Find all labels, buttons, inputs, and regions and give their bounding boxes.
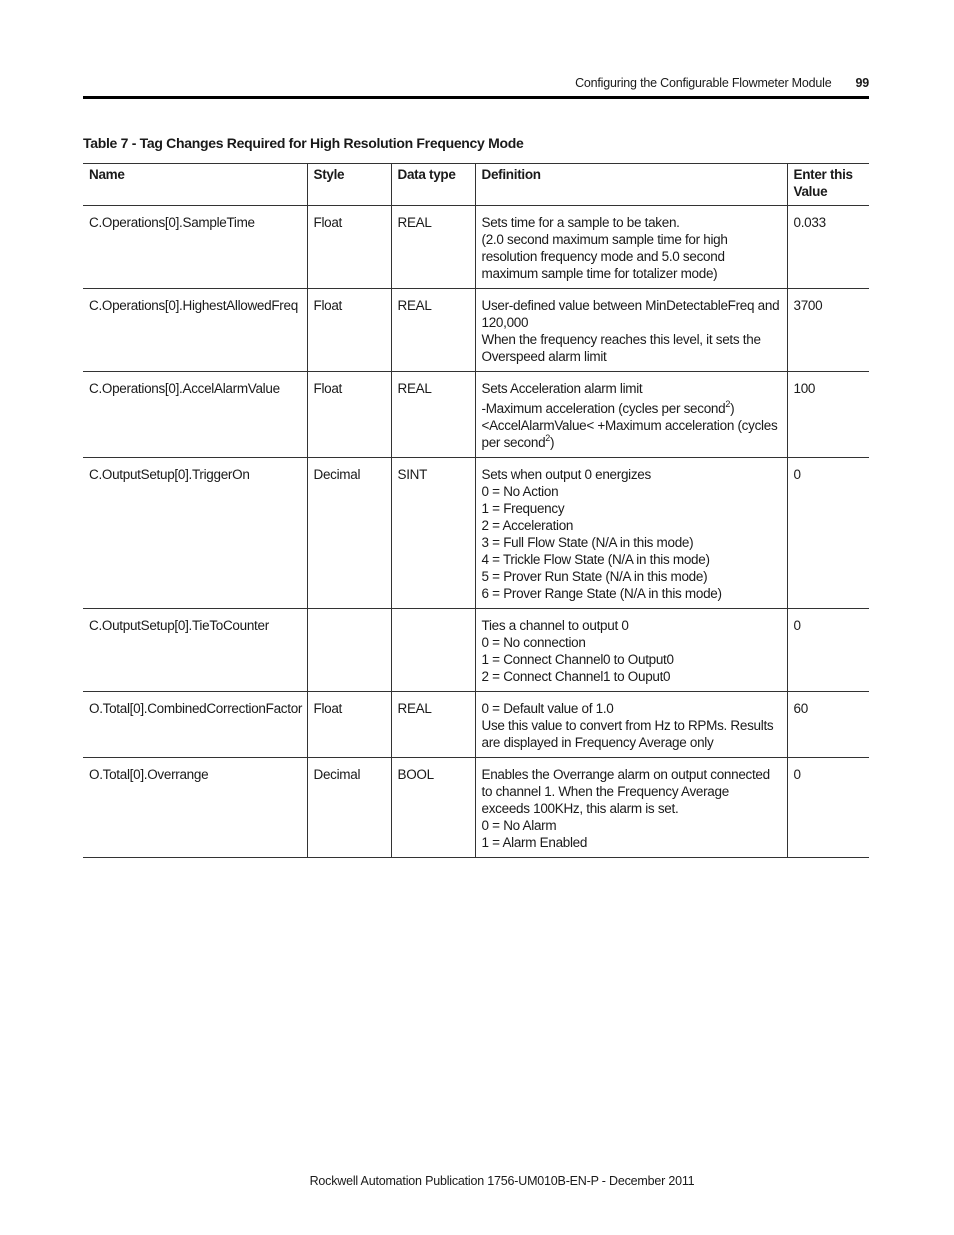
cell-style: Float	[307, 289, 391, 372]
superscript: 2	[545, 433, 551, 443]
definition-line: Ties a channel to output 0	[481, 618, 629, 633]
definition-text: -Maximum acceleration (cycles per second	[481, 401, 726, 416]
definition-line: 6 = Prover Range State (N/A in this mode)	[481, 586, 722, 601]
cell-value: 0	[787, 758, 869, 858]
definition-line: Sets when output 0 energizes	[481, 467, 651, 482]
cell-definition	[475, 206, 787, 289]
definition-line: Sets Acceleration alarm limit	[481, 381, 643, 396]
definition-line: User-defined value between MinDetectableFreq and 120,000	[481, 298, 780, 330]
cell-style: Decimal	[307, 458, 391, 609]
definition-line: 0 = Default value of 1.0	[481, 701, 614, 716]
definition-line: 2 = Acceleration	[481, 518, 574, 533]
cell-data-type	[391, 609, 475, 692]
cell-value: 0	[787, 609, 869, 692]
cell-data-type: REAL	[391, 206, 475, 289]
page-footer	[0, 1174, 954, 1188]
definition-text: )	[550, 435, 555, 450]
cell-definition	[475, 758, 787, 858]
definition-line: 0 = No connection	[481, 635, 586, 650]
cell-data-type: REAL	[391, 372, 475, 458]
cell-name: C.OutputSetup[0].TieToCounter	[83, 609, 307, 692]
cell-definition	[475, 692, 787, 758]
page-header	[83, 73, 869, 93]
cell-value: 0	[787, 458, 869, 609]
definition-line	[482, 400, 781, 451]
table-row	[83, 289, 869, 372]
column-header-value: Enter this Value	[787, 164, 869, 206]
publication-info: Rockwell Automation Publication 1756-UM010B-EN-P - December 2011	[309, 1174, 695, 1188]
definition-line: 0 = No Alarm	[481, 818, 557, 833]
definition-text: ) <AccelAlarmValue< +Maximum acceleration (cycles per second	[481, 401, 778, 450]
column-header-style: Style	[307, 164, 391, 206]
column-header-definition: Definition	[475, 164, 787, 206]
cell-data-type: REAL	[391, 289, 475, 372]
cell-definition	[475, 289, 787, 372]
cell-value: 100	[787, 372, 869, 458]
cell-style	[307, 609, 391, 692]
definition-line: 3 = Full Flow State (N/A in this mode)	[481, 535, 694, 550]
definition-line: 5 = Prover Run State (N/A in this mode)	[481, 569, 708, 584]
cell-value: 60	[787, 692, 869, 758]
cell-name: C.Operations[0].HighestAllowedFreq	[83, 289, 307, 372]
table-row	[83, 372, 869, 458]
cell-name: C.Operations[0].AccelAlarmValue	[83, 372, 307, 458]
cell-definition	[475, 458, 787, 609]
header-rule	[83, 96, 869, 99]
definition-line: Use this value to convert from Hz to RPMs. Results are displayed in Frequency Average only	[481, 718, 774, 750]
table-row	[83, 206, 869, 289]
cell-name: C.OutputSetup[0].TriggerOn	[83, 458, 307, 609]
definition-line: 1 = Alarm Enabled	[481, 835, 588, 850]
table-header-row	[83, 164, 869, 206]
cell-definition	[475, 609, 787, 692]
cell-data-type: BOOL	[391, 758, 475, 858]
cell-value: 0.033	[787, 206, 869, 289]
column-header-data-type: Data type	[391, 164, 475, 206]
cell-style: Float	[307, 206, 391, 289]
definition-line: When the frequency reaches this level, it sets the Overspeed alarm limit	[481, 332, 761, 364]
page-number: 99	[855, 76, 869, 90]
cell-style: Float	[307, 692, 391, 758]
table-title: Table 7 - Tag Changes Required for High Resolution Frequency Mode	[83, 135, 524, 151]
definition-line: 4 = Trickle Flow State (N/A in this mode)	[481, 552, 710, 567]
cell-style: Decimal	[307, 758, 391, 858]
cell-value: 3700	[787, 289, 869, 372]
table-row	[83, 609, 869, 692]
definition-line: (2.0 second maximum sample time for high resolution frequency mode and 5.0 second maximum sample time for totalizer mode)	[481, 232, 728, 281]
tag-changes-table	[83, 163, 869, 858]
cell-name: O.Total[0].CombinedCorrectionFactor	[83, 692, 307, 758]
cell-data-type: SINT	[391, 458, 475, 609]
definition-line: 0 = No Action	[481, 484, 559, 499]
definition-line: Sets time for a sample to be taken.	[481, 215, 680, 230]
cell-data-type: REAL	[391, 692, 475, 758]
definition-line: 2 = Connect Channel1 to Ouput0	[481, 669, 671, 684]
table-row	[83, 458, 869, 609]
definition-line: Enables the Overrange alarm on output connected to channel 1. When the Frequency Average exceeds 100KHz, this alarm is set.	[481, 767, 770, 816]
cell-name: C.Operations[0].SampleTime	[83, 206, 307, 289]
definition-line: 1 = Connect Channel0 to Output0	[481, 652, 674, 667]
column-header-name: Name	[83, 164, 307, 206]
table-row	[83, 692, 869, 758]
superscript: 2	[725, 399, 731, 409]
table-row	[83, 758, 869, 858]
cell-definition	[475, 372, 787, 458]
definition-line: 1 = Frequency	[481, 501, 565, 516]
cell-name: O.Total[0].Overrange	[83, 758, 307, 858]
cell-style: Float	[307, 372, 391, 458]
section-title: Configuring the Configurable Flowmeter Module	[575, 76, 832, 90]
